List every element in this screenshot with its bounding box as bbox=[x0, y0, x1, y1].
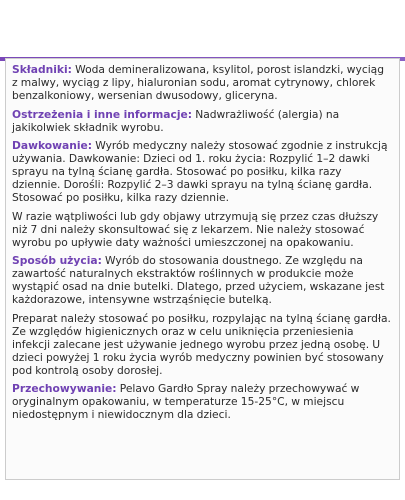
leaflet-panel bbox=[5, 58, 400, 480]
storage-paragraph bbox=[12, 382, 392, 421]
dosage-paragraph bbox=[12, 139, 392, 204]
storage-label: Przechowywanie: bbox=[12, 382, 117, 395]
hygiene-text: Preparat należy stosować po posiłku, rozpylając na tylną ścianę gardła. Ze względów higienicznych oraz w celu uniknięcia przeniesienia infekcji zalecane jest używanie jednego wyrobu przez jedną osobę. U dzieci powyżej 1 roku życia wyrób medyczny powinien być stosowany pod kontrolą osoby dorosłej. bbox=[12, 311, 391, 377]
usage-label: Sposób użycia: bbox=[12, 254, 102, 267]
ingredients-label: Składniki: bbox=[12, 63, 72, 76]
usage-paragraph bbox=[12, 254, 392, 306]
ingredients-paragraph bbox=[12, 63, 392, 102]
warnings-text: Nadwrażliwość (alergia) na jakikolwiek składnik wyrobu. bbox=[12, 107, 340, 134]
warnings-paragraph bbox=[12, 108, 392, 134]
consult-text: W razie wątpliwości lub gdy objawy utrzymują się przez czas dłuższy niż 7 dni należy skonsultować się z lekarzem. Nie należy stosować wyrobu po upływie daty ważności umieszczonej na opakowaniu. bbox=[12, 209, 379, 249]
dosage-label: Dawkowanie: bbox=[12, 139, 92, 152]
storage-text: Pelavo Gardło Spray należy przechowywać w oryginalnym opakowaniu, w temperaturze 15-25°C, w miejscu niedostępnym i niewidocznym dla dzieci. bbox=[12, 382, 360, 421]
warnings-label: Ostrzeżenia i inne informacje: bbox=[12, 107, 193, 121]
hygiene-paragraph bbox=[12, 312, 392, 377]
usage-text: Wyrób do stosowania doustnego. Ze względu na zawartość naturalnych ekstraktów roślinnych w produkcie może wystąpić osad na dnie butelki. Dlatego, przed użyciem, wskazane jest każdorazowe, intensywne wstrząśnięcie butelką. bbox=[12, 254, 385, 306]
consult-paragraph bbox=[12, 210, 392, 249]
ingredients-text: Woda demineralizowana, ksylitol, porost islandzki, wyciąg z malwy, wyciąg z lipy, hialuronian sodu, aromat cytrynowy, chlorek benzalkoniowy, wersenian dwusodowy, gliceryna. bbox=[12, 63, 384, 102]
dosage-text: Wyrób medyczny należy stosować zgodnie z instrukcją używania. Dawkowanie: Dzieci od 1. roku życia: Rozpylić 1–2 dawki sprayu na tylną ścianę gardła. Stosować po posiłku, kilka razy dziennie. Dorośli: Rozpylić 2–3 dawki sprayu na tylną ścianę gardła. Stosować po posiłku, kilka razy dziennie. bbox=[12, 139, 388, 204]
